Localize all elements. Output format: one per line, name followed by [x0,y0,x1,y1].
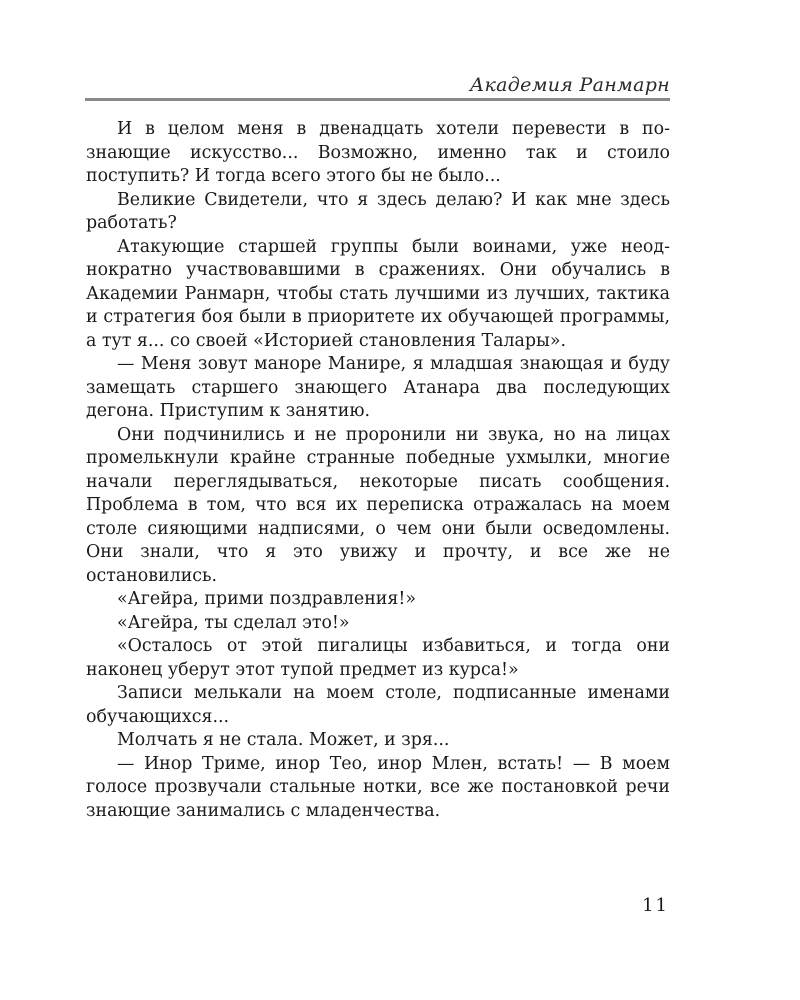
paragraph: «Осталось от этой пигалицы избавиться, и тогда они наконец уберут этот тупой предмет из курса!» [86,636,670,680]
paragraph: Они подчинились и не проронили ни звука, но на лицах промелькнули крайне странные победные ухмылки, многие начали переглядываться, некоторые писать сообщения. Проблема в том, что вся их переписка отражалась на моем столе сияющими надписями, о чем они были осведомлены. Они знали, что я это увижу и прочту, и все же не остановились. [86,424,670,586]
body-text [86,118,670,823]
paragraph: «Агейра, ты сделал это!» [117,612,350,633]
running-head-title: Академия Ранмарн [469,74,670,96]
paragraph: Записи мелькали на моем столе, подписанные именами обучающихся... [86,683,670,727]
header-rule [85,98,670,101]
paragraph: И в целом меня в двенадцать хотели перевести в познающие искусство... Возможно, именно так и стоило поступить? И тогда всего этого бы не было... [86,119,670,186]
paragraph: — Инор Триме, инор Тео, инор Млен, встать! — В моем голосе прозвучали стальные нотки, все же постановкой речи знающие занимались с младенчества. [86,753,670,821]
paragraph: Молчать я не стала. Может, и зря... [117,730,450,750]
paragraph: «Агейра, прими поздравления!» [117,589,416,609]
page-number: 11 [642,895,669,916]
paragraph: Великие Свидетели, что я здесь делаю? И как мне здесь работать? [86,189,670,233]
paragraph: — Меня зовут маноре Манире, я младшая знающая и буду замещать старшего знающего Атанара два последующих дегона. Приступим к занятию. [86,354,670,421]
paragraph: Атакующие старшей группы были воинами, уже неоднократно участвовавшими в сражениях. Они обучались в Академии Ранмарн, чтобы стать лучшими из лучших, тактика и стратегия боя были в приоритете их обучающей программы, а тут я... со своей «Историей становления Талары». [86,236,670,351]
